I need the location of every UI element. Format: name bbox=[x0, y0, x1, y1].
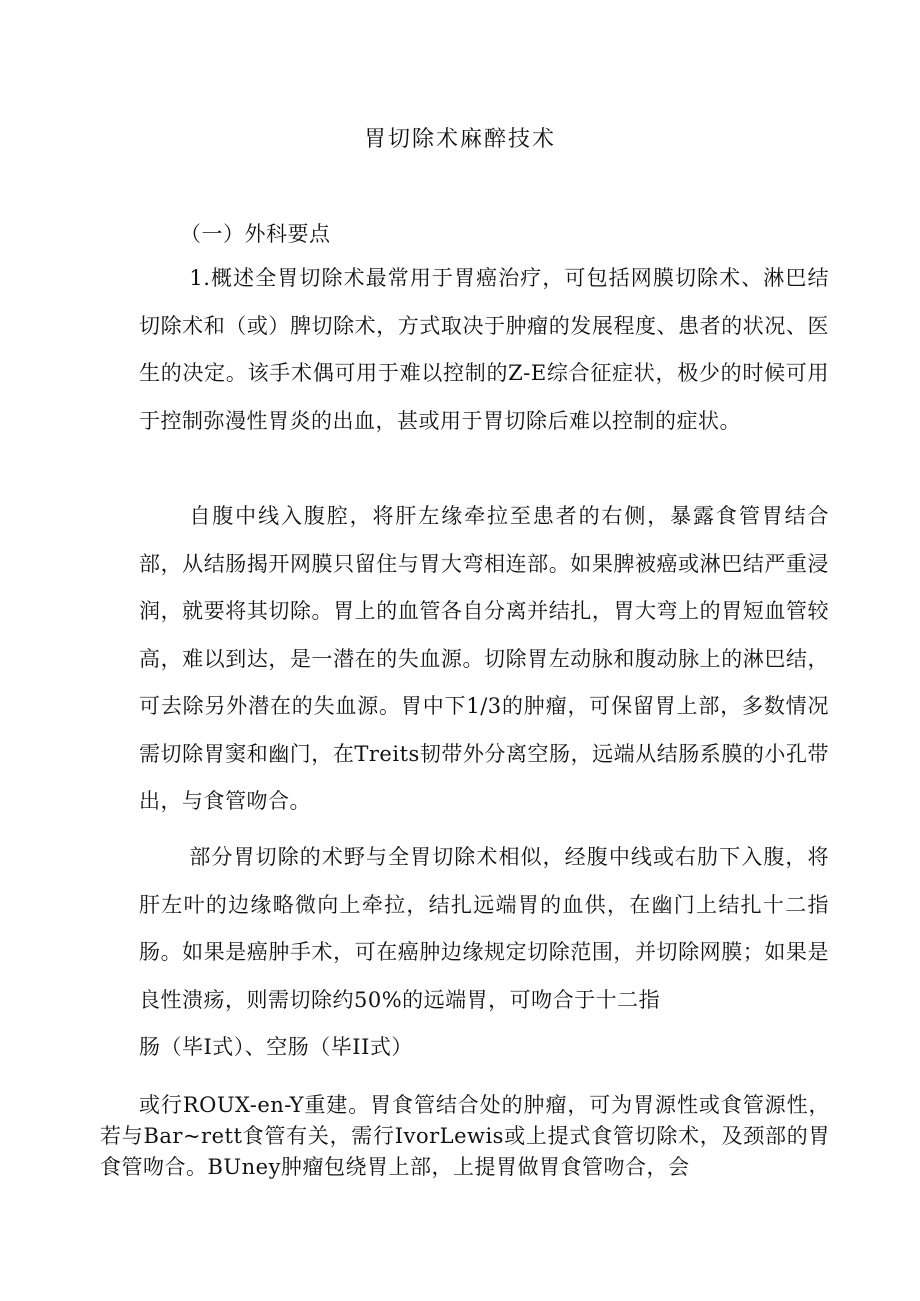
paragraph-total-gastrectomy: 自腹中线入腹腔，将肝左缘牵拉至患者的右侧，暴露食管胃结合部，从结肠揭开网膜只留住与胃大弯相连部。如果脾被癌或淋巴结严重浸润，就要将其切除。胃上的血管各自分离并结扎，胃大弯上的胃短血管较高，难以到达，是一潜在的失血源。切除胃左动脉和腹动脉上的淋巴结，可去除另外潜在的失血源。胃中下1/3的肿瘤，可保留胃上部，多数情况需切除胃窦和幽门，在Treits韧带外分离空肠，远端从结肠系膜的小孔带出，与食管吻合。 bbox=[139, 504, 829, 813]
paragraph-overview: 1.概述全胃切除术最常用于胃癌治疗，可包括网膜切除术、淋巴结切除术和（或）脾切除术，方式取决于肿瘤的发展程度、患者的状况、医生的决定。该手术偶可用于难以控制的Z-E综合征症状，极少的时候可用于控制弥漫性胃炎的出血，甚或用于胃切除后难以控制的症状。 bbox=[139, 266, 829, 433]
document-title: 胃切除术麻醉技术 bbox=[363, 127, 556, 152]
section-heading: （一）外科要点 bbox=[180, 222, 331, 246]
paragraph-partial-gastrectomy: 部分胃切除的术野与全胃切除术相似，经腹中线或右肋下入腹，将肝左叶的边缘略微向上牵拉，结扎远端胃的血供，在幽门上结扎十二指肠。如果是癌肿手术，可在癌肿边缘规定切除范围，并切除网膜；如果是良性溃疡，则需切除约50%的远端胃，可吻合于十二指 bbox=[139, 845, 829, 1012]
paragraph-billroth: 肠（毕Ⅰ式）、空肠（毕II式） bbox=[139, 1035, 413, 1059]
paragraph-reconstruction: 或行ROUX-en-Y重建。胃食管结合处的肿瘤，可为胃源性或食管源性，若与Bar~rett食管有关，需行IvorLewis或上提式食管切除术，及颈部的胃食管吻合。BUney肿瘤包绕胃上部，上提胃做胃食管吻合，会 bbox=[100, 1093, 830, 1179]
